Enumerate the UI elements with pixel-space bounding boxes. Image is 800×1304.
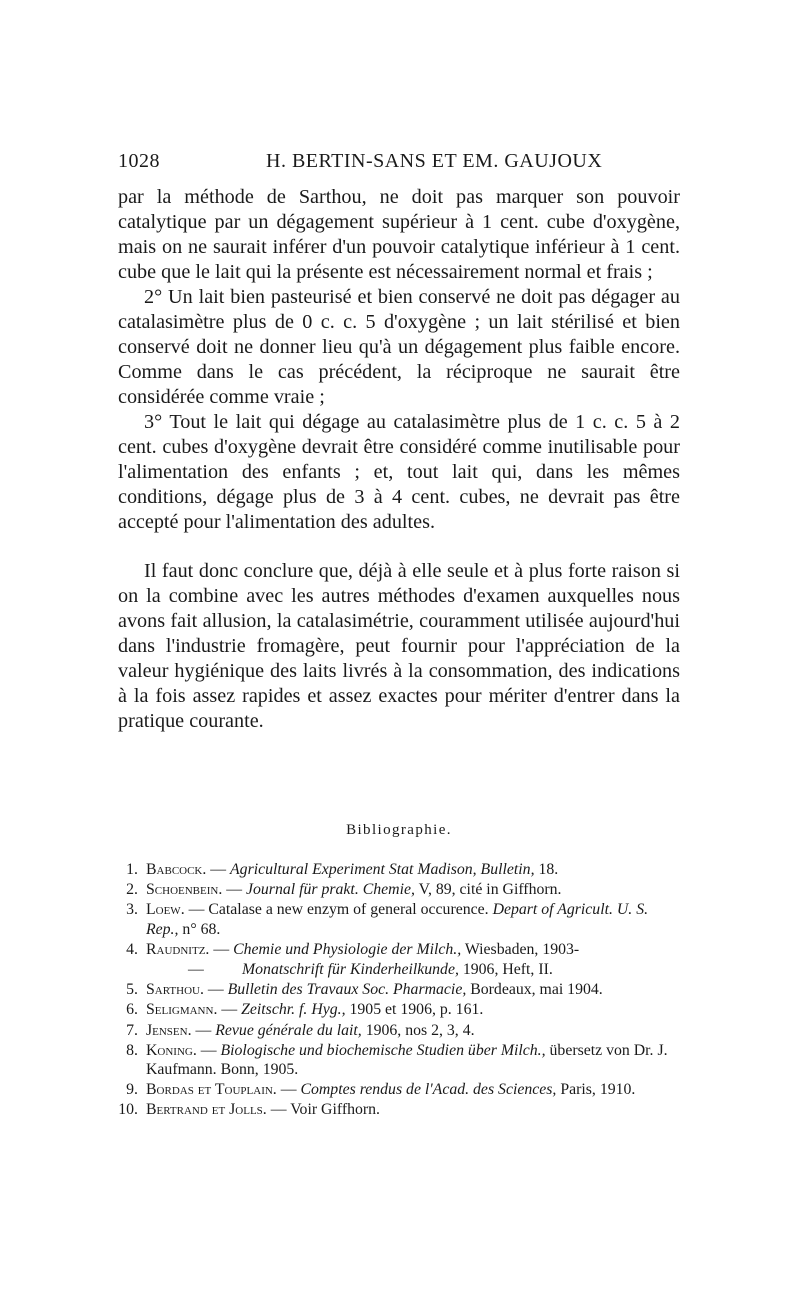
reference-item <box>118 1100 680 1119</box>
reference-item <box>118 940 680 959</box>
reference-author: Jensen. <box>146 1021 192 1039</box>
reference-item <box>118 1041 680 1079</box>
reference-number: 5. <box>126 981 138 999</box>
reference-title: Revue générale du lait, <box>215 1021 362 1039</box>
reference-details: Catalase a new enzym of general occurence. <box>208 901 493 919</box>
reference-author: Koning. <box>146 1041 197 1059</box>
reference-author: Babcock. <box>146 861 207 878</box>
reference-item <box>118 980 680 999</box>
bibliography-title: Bibliographie. <box>346 822 452 838</box>
paragraph-2: 2° Un lait bien pasteurisé et bien conservé ne doit pas dégager au catalasimètre plus de 0 c. c. 5 d'oxygène ; un lait stérilisé et bien conservé doit ne donner lieu qu'à un dégagement plus faible encore. Comme dans le cas précédent, la réciproque ne saurait être considérée comme vraie ; <box>118 286 680 408</box>
reference-details: Voir Giffhorn. <box>290 1101 380 1119</box>
reference-separator: — <box>266 1101 291 1119</box>
reference-details: Wiesbaden, 1903- <box>461 940 580 958</box>
reference-number: 10. <box>118 1101 138 1119</box>
reference-author: Seligmann. <box>146 1001 218 1019</box>
paragraph-1: par la méthode de Sarthou, ne doit pas marquer son pouvoir catalytique par un dégagement supérieur à 1 cent. cube d'oxygène, mais on ne saurait inférer d'un pouvoir catalytique inférieur à 1 cent. cube que le lait qui la présente est nécessairement normal et frais ; <box>118 186 680 283</box>
reference-separator: — <box>203 981 228 999</box>
reference-number: 6. <box>126 1001 138 1019</box>
reference-separator: — <box>217 1001 242 1019</box>
reference-details: 1906, Heft, II. <box>458 961 553 979</box>
reference-separator: — <box>196 1041 221 1059</box>
reference-title: Bulletin des Travaux Soc. Pharmacie, <box>227 981 467 999</box>
reference-title: Journal für prakt. Chemie, <box>246 881 415 899</box>
reference-author: Loew. <box>146 901 185 919</box>
reference-separator: — <box>184 901 209 919</box>
reference-separator: — <box>206 861 231 878</box>
running-title: H. BERTIN-SANS ET EM. GAUJOUX <box>266 150 603 172</box>
reference-title: Biologische und biochemische Studien über Milch., <box>220 1041 546 1059</box>
reference-author: Bertrand et Jolls. <box>146 1101 267 1119</box>
reference-title: Zeitschr. f. Hyg., <box>241 1001 346 1019</box>
reference-title: Agricultural Experiment Stat Madison, Bulletin, <box>230 861 535 878</box>
reference-title: Monatschrift für Kinderheilkunde, <box>242 961 459 979</box>
reference-details: Bordeaux, mai 1904. <box>466 981 603 999</box>
reference-details: 1906, nos 2, 3, 4. <box>361 1021 475 1039</box>
paragraph-4: Il faut donc conclure que, déjà à elle seule et à plus forte raison si on la combine avec les autres méthodes d'examen auxquelles nous avons fait allusion, la catalasimétrie, couramment utilisée aujourd'hui dans l'industrie fromagère, peut fournir pour l'appréciation de la valeur hygiénique des laits livrés à la consommation, des indications à la fois assez rapides et assez exactes pour mériter d'entrer dans la pratique courante. <box>118 560 680 732</box>
reference-number: 1. <box>126 861 138 878</box>
reference-separator: — <box>276 1081 301 1099</box>
body-text <box>118 185 680 734</box>
reference-details: V, 89, cité in Giffhorn. <box>414 881 562 899</box>
reference-number: 3. <box>126 901 138 919</box>
reference-number: 7. <box>126 1021 138 1039</box>
reference-item <box>118 860 680 879</box>
reference-separator: — <box>191 1021 216 1039</box>
reference-author: Raudnitz. <box>146 940 210 958</box>
reference-author: Schoenbein. <box>146 881 223 899</box>
reference-details: Paris, 1910. <box>556 1081 636 1099</box>
reference-separator: — <box>209 940 234 958</box>
reference-number: 4. <box>126 940 138 958</box>
reference-title: Depart of Agricult. U. S. Rep., <box>146 901 649 938</box>
bibliography-list <box>118 860 680 1121</box>
reference-title: Chemie und Physiologie der Milch., <box>233 940 462 958</box>
reference-item <box>118 1000 680 1019</box>
reference-title: Comptes rendus de l'Acad. des Sciences, <box>300 1081 557 1099</box>
reference-ditto: — <box>188 961 204 979</box>
reference-item <box>118 1021 680 1040</box>
reference-author: Sarthou. <box>146 981 204 999</box>
reference-number: 9. <box>126 1081 138 1099</box>
paragraph-3: 3° Tout le lait qui dégage au catalasimètre plus de 1 c. c. 5 à 2 cent. cubes d'oxygène devrait être considéré comme inutilisable pour l'alimentation des enfants ; et, tout lait qui, dans les mêmes conditions, dégage plus de 3 à 4 cent. cubes, ne devrait pas être accepté pour l'alimentation des adultes. <box>118 411 680 533</box>
reference-number: 2. <box>126 881 138 899</box>
reference-details: 1905 et 1906, p. 161. <box>345 1001 484 1019</box>
page-number: 1028 <box>118 150 160 172</box>
reference-item <box>118 960 680 979</box>
reference-details-2: n° 68. <box>178 920 221 938</box>
reference-separator: — <box>222 881 246 899</box>
reference-author: Bordas et Touplain. <box>146 1081 277 1099</box>
reference-details: 18. <box>534 861 559 878</box>
reference-item <box>118 900 680 938</box>
reference-number: 8. <box>126 1041 138 1059</box>
reference-item <box>118 1080 680 1099</box>
reference-details: übersetz von Dr. J. Kaufmann. Bonn, 1905. <box>146 1041 668 1079</box>
reference-item <box>118 880 680 899</box>
